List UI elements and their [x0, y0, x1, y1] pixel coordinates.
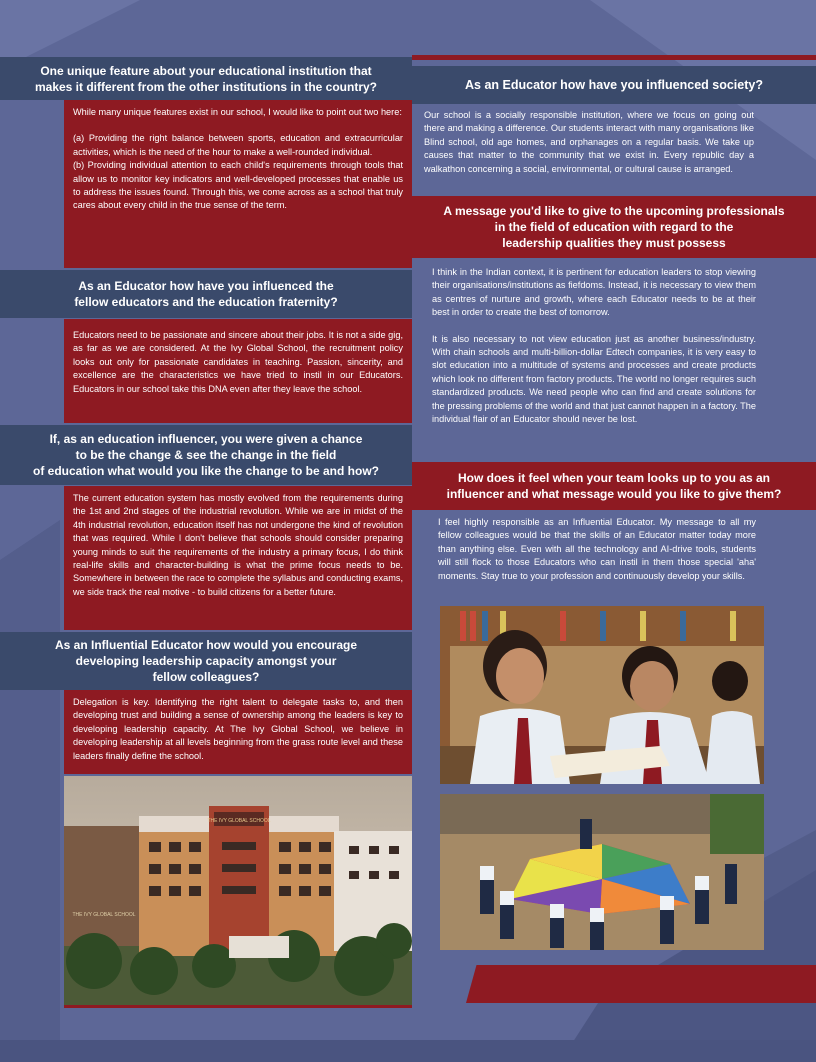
question-fellow-educators: As an Educator how have you influenced the fellow educators and the education fraternity?	[0, 270, 412, 318]
answer-team-looks-up: I feel highly responsible as an Influential Educator. My message to all my fellow colleagues would be that the skills of an Educator matter today more than anything else. Even with all the technology and AI-drive tools, students will still flock to those Educators who can instil in them those special 'aha' moments. Stay true to your profession and continuously develop your skills.	[438, 517, 756, 581]
question-team-looks-up: How does it feel when your team looks up to you as an influencer and what message would you like to give them?	[412, 462, 816, 510]
answer-influenced-society: Our school is a socially responsible institution, where we focus on going out there and making a difference. Our students interact with many organisations like Blind school, old age homes, and orphanages on a regular basis. We take up causes that matter to the community that we exist in. Every republic day a walkathon concerning a social, environmental, or cultural cause is arranged.	[424, 110, 754, 174]
school-building-illustration	[64, 776, 412, 1005]
answer-message-professionals: I think in the Indian context, it is pertinent for education leaders to stop viewing their organisations/institutions as fiefdoms. Instead, it is necessary to view them as centres of nurture and growth, where each Educator needs to be at their best in order to create the best of tomorrow. It is also necessary to not view education just as another business/industry. With chain schools and multi-billion-dollar Edtech companies, it is very easy to slot education into a multitude of systems and processes and create products which look no different from factory products. The world no longer requires such standardized products. We need people who can find and create solutions for the pressing problems of the world and that just cannot happen in a factory. The individual flair of an Educator should never be lost.	[432, 267, 756, 425]
answer-be-the-change: The current education system has mostly evolved from the requirements during the 1st and 2nd stages of the industrial revolution. While we are in midst of the 4th industrial revolution, education itself has not undergone the kind of revolution that was required. While I don't believe that schools should consider preparing young minds to suit the requirements of the industry a primary focus, I do think real-life skills and character-building is what the prime focus needs to be. Somewhere in between the race to complete the syllabus and conducting exams, we side track the real motive - to build citizens for a better future.	[64, 486, 412, 630]
students-reading-illustration	[440, 606, 764, 784]
side-sign-text: THE IVY GLOBAL SCHOOL	[72, 912, 136, 918]
question-unique-feature: One unique feature about your educational institution that makes it different from the other institutions in the country?	[0, 57, 412, 100]
question-message-professionals: A message you'd like to give to the upcoming professionals in the field of education with regard to the leadership qualities they must possess	[412, 196, 816, 258]
school-building-photo	[64, 776, 412, 1005]
top-maroon-rule	[412, 55, 816, 60]
answer-leadership-capacity: Delegation is key. Identifying the right talent to delegate tasks to, and then developing trust and building a sense of ownership among the leaders is key to developing leadership capacity. At The Ivy Global School, we believe in developing leadership at all levels beginning from the grass route level and these leaders finally define the school.	[64, 690, 412, 774]
parachute-play-illustration	[440, 794, 764, 950]
left-maroon-accent	[64, 1005, 412, 1008]
bottom-maroon-bar	[466, 965, 816, 1003]
answer-fellow-educators: Educators need to be passionate and sincere about their jobs. It is not a side gig, as far as we are considered. At the Ivy Global School, the recruitment policy looks out only for passionate candidates in teaching. Passion, sincerity, and excellence are the characteristics we have tried to instil in our Educators. Educators in our school take this DNA even after they leave the school.	[64, 319, 412, 423]
parachute-play-photo	[440, 794, 764, 950]
question-leadership-capacity: As an Influential Educator how would you encourage developing leadership capacity amongst your fellow colleagues?	[0, 632, 412, 690]
answer-unique-feature: While many unique features exist in our school, I would like to point out two here: (a) Providing the right balance between sports, education and extracurricular activities, which is the need of the hour to make a well-rounded individual. (b) Providing individual attention to each child's requirements through tools that allow us to monitor key indicators and well-developed processes that enable us to address the issues found. Through this, we come across as a school that truly cares about every child in the true sense of the term.	[64, 100, 412, 268]
question-influenced-society: As an Educator how have you influenced society?	[412, 66, 816, 104]
question-be-the-change: If, as an education influencer, you were given a chance to be the change & see the change in the field of education what would you like the change to be and how?	[0, 425, 412, 485]
students-reading-photo	[440, 606, 764, 784]
building-sign-text: THE IVY GLOBAL SCHOOL	[207, 818, 271, 824]
